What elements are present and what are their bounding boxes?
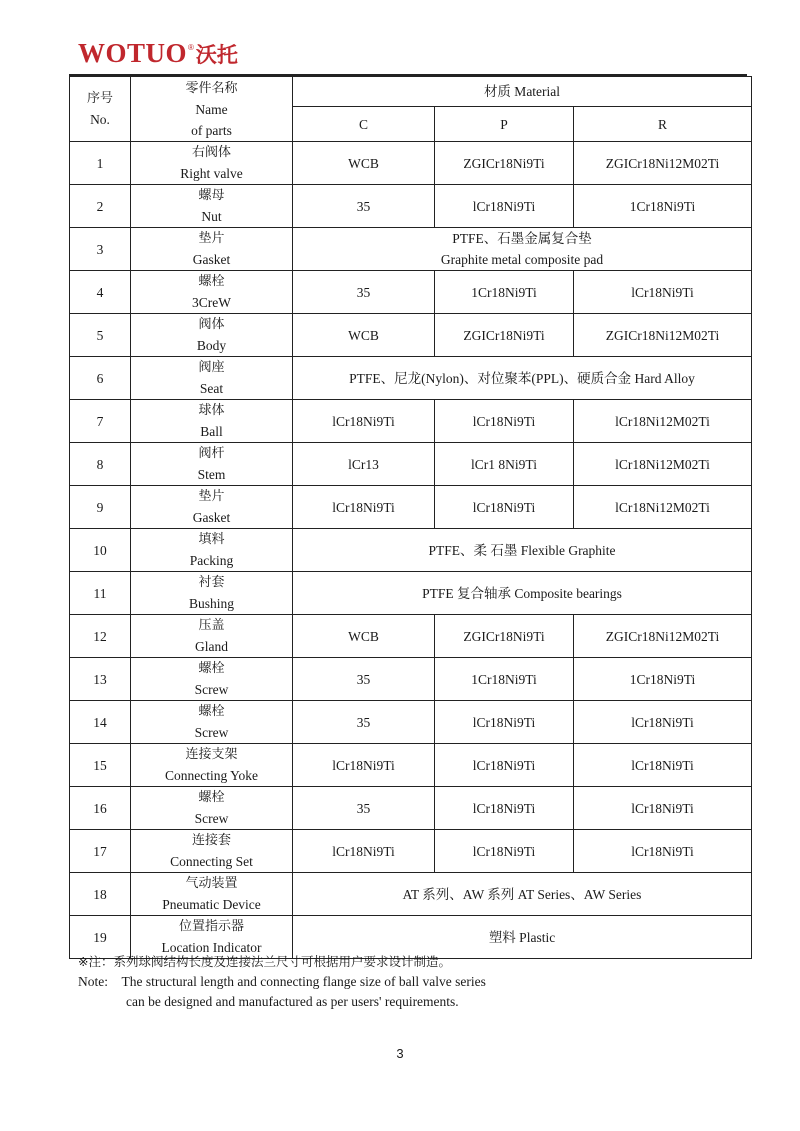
- part-name-cn: 阀杆: [198, 446, 225, 461]
- part-name: [131, 185, 293, 228]
- material-p: lCr18Ni9Ti: [435, 787, 574, 830]
- part-name-en: Nut: [201, 209, 222, 224]
- row-number: 2: [70, 185, 131, 228]
- registered-mark: ®: [188, 43, 194, 52]
- footnote-en-label: Note:: [78, 974, 108, 989]
- footnote-en-line2: can be designed and manufactured as per users' requirements.: [126, 994, 459, 1009]
- row-number: 14: [70, 701, 131, 744]
- part-name-cn: 垫片: [198, 231, 225, 246]
- part-name-cn: 阀体: [198, 317, 225, 332]
- part-name: [131, 228, 293, 271]
- part-name-en: Gasket: [192, 510, 231, 525]
- part-name-cn: 气动装置: [185, 876, 238, 891]
- brand-name-cn: 沃托: [195, 43, 238, 67]
- header-material-c: C: [293, 107, 435, 142]
- material-r: 1Cr18Ni9Ti: [574, 185, 752, 228]
- material-line-1: PTFE、尼龙(Nylon)、对位聚苯(PPL)、硬质合金 Hard Alloy: [349, 370, 695, 386]
- material-c: 35: [293, 787, 435, 830]
- row-number: 7: [70, 400, 131, 443]
- material-all: [293, 228, 752, 271]
- material-c: 35: [293, 658, 435, 701]
- material-line-2: Graphite metal composite pad: [440, 252, 604, 267]
- row-number: 11: [70, 572, 131, 615]
- table-row: [70, 400, 752, 443]
- material-r: lCr18Ni9Ti: [574, 701, 752, 744]
- part-name: [131, 744, 293, 787]
- material-c: lCr18Ni9Ti: [293, 400, 435, 443]
- material-all: [293, 357, 752, 400]
- row-number: 3: [70, 228, 131, 271]
- part-name-cn: 垫片: [198, 489, 225, 504]
- material-p: lCr1 8Ni9Ti: [435, 443, 574, 486]
- material-line-1: PTFE 复合轴承 Composite bearings: [422, 585, 622, 601]
- materials-table: [69, 76, 752, 959]
- table-row: [70, 744, 752, 787]
- table-row: [70, 830, 752, 873]
- part-name-cn: 填料: [198, 532, 225, 547]
- brand-name-en: WOTUO: [78, 38, 188, 68]
- material-c: WCB: [293, 615, 435, 658]
- table-row: [70, 787, 752, 830]
- part-name-en: Location Indicator: [161, 940, 262, 955]
- table-row: [70, 443, 752, 486]
- footnote-cn: ※注：系列球阀结构长度及连接法兰尺寸可根据用户要求设计制造。: [78, 954, 451, 969]
- row-number: 5: [70, 314, 131, 357]
- table-row: [70, 658, 752, 701]
- material-c: WCB: [293, 142, 435, 185]
- material-p: lCr18Ni9Ti: [435, 185, 574, 228]
- page-number: 3: [396, 1046, 404, 1061]
- part-name-cn: 右阀体: [191, 145, 231, 160]
- material-r: lCr18Ni9Ti: [574, 271, 752, 314]
- table-row: [70, 142, 752, 185]
- material-r: lCr18Ni9Ti: [574, 787, 752, 830]
- table-row: [70, 572, 752, 615]
- row-number: 15: [70, 744, 131, 787]
- material-line-1: 塑料 Plastic: [488, 929, 556, 945]
- table-row: [70, 615, 752, 658]
- header-part-name: 零件名称 Name of parts: [131, 77, 293, 142]
- material-c: 35: [293, 701, 435, 744]
- header-no: 序号 No.: [70, 77, 131, 142]
- part-name-en: Connecting Yoke: [164, 768, 258, 783]
- table-row: [70, 486, 752, 529]
- row-number: 4: [70, 271, 131, 314]
- material-line-1: AT 系列、AW 系列 AT Series、AW Series: [402, 886, 642, 902]
- table-row: [70, 228, 752, 271]
- material-c: 35: [293, 271, 435, 314]
- part-name: [131, 873, 293, 916]
- brand-logo: [78, 38, 238, 72]
- part-name-cn: 螺栓: [198, 661, 225, 676]
- part-name-en: Screw: [194, 811, 229, 826]
- material-p: lCr18Ni9Ti: [435, 830, 574, 873]
- material-r: ZGICr18Ni12M02Ti: [574, 615, 752, 658]
- part-name: [131, 615, 293, 658]
- part-name-en: Screw: [194, 725, 229, 740]
- part-name-cn: 螺栓: [198, 704, 225, 719]
- material-r: lCr18Ni9Ti: [574, 744, 752, 787]
- material-p: ZGICr18Ni9Ti: [435, 615, 574, 658]
- material-c: lCr18Ni9Ti: [293, 744, 435, 787]
- part-name-cn: 螺母: [198, 188, 225, 203]
- part-name-en: Seat: [199, 381, 224, 396]
- part-name: [131, 658, 293, 701]
- part-name-en: 3CreW: [192, 295, 231, 310]
- material-p: lCr18Ni9Ti: [435, 744, 574, 787]
- material-p: lCr18Ni9Ti: [435, 400, 574, 443]
- material-c: WCB: [293, 314, 435, 357]
- material-p: 1Cr18Ni9Ti: [435, 271, 574, 314]
- part-name: [131, 271, 293, 314]
- part-name-en: Stem: [197, 467, 226, 482]
- part-name-cn: 连接支架: [185, 747, 238, 762]
- row-number: 6: [70, 357, 131, 400]
- material-p: ZGICr18Ni9Ti: [435, 142, 574, 185]
- material-all: [293, 873, 752, 916]
- part-name-cn: 连接套: [191, 833, 231, 848]
- part-name-cn: 球体: [198, 403, 225, 418]
- part-name-en: Bushing: [188, 596, 234, 611]
- part-name: [131, 701, 293, 744]
- part-name-en: Right valve: [180, 166, 243, 181]
- material-c: 35: [293, 185, 435, 228]
- part-name-cn: 位置指示器: [178, 919, 244, 934]
- part-name-cn: 压盖: [198, 618, 225, 633]
- row-number: 18: [70, 873, 131, 916]
- table-row: [70, 701, 752, 744]
- material-r: ZGICr18Ni12M02Ti: [574, 314, 752, 357]
- material-r: lCr18Ni9Ti: [574, 830, 752, 873]
- part-name: [131, 787, 293, 830]
- row-number: 19: [70, 916, 131, 959]
- material-c: lCr18Ni9Ti: [293, 486, 435, 529]
- part-name: [131, 400, 293, 443]
- material-r: 1Cr18Ni9Ti: [574, 658, 752, 701]
- material-all: [293, 529, 752, 572]
- part-name-en: Gland: [195, 639, 228, 654]
- part-name-cn: 螺栓: [198, 790, 225, 805]
- footnote-en-line1: The structural length and connecting flange size of ball valve series: [121, 974, 486, 989]
- table-row: [70, 529, 752, 572]
- row-number: 13: [70, 658, 131, 701]
- part-name-en: Screw: [194, 682, 229, 697]
- header-material-r: R: [574, 107, 752, 142]
- material-r: lCr18Ni12M02Ti: [574, 400, 752, 443]
- table-row: [70, 185, 752, 228]
- material-line-1: PTFE、石墨金属复合垫: [452, 231, 592, 246]
- table-row: [70, 357, 752, 400]
- material-p: lCr18Ni9Ti: [435, 701, 574, 744]
- row-number: 12: [70, 615, 131, 658]
- part-name: [131, 142, 293, 185]
- row-number: 8: [70, 443, 131, 486]
- table-row: [70, 271, 752, 314]
- footnote: [78, 952, 486, 1012]
- material-p: lCr18Ni9Ti: [435, 486, 574, 529]
- material-r: lCr18Ni12M02Ti: [574, 486, 752, 529]
- material-p: ZGICr18Ni9Ti: [435, 314, 574, 357]
- material-all: [293, 572, 752, 615]
- material-line-1: PTFE、柔 石墨 Flexible Graphite: [428, 542, 616, 558]
- row-number: 1: [70, 142, 131, 185]
- part-name: [131, 486, 293, 529]
- material-c: lCr13: [293, 443, 435, 486]
- part-name: [131, 314, 293, 357]
- row-number: 10: [70, 529, 131, 572]
- header-material-p: P: [435, 107, 574, 142]
- part-name-en: Pneumatic Device: [162, 897, 261, 912]
- part-name-en: Connecting Set: [170, 854, 253, 869]
- part-name: [131, 443, 293, 486]
- material-c: lCr18Ni9Ti: [293, 830, 435, 873]
- header-material: 材质 Material: [293, 77, 752, 107]
- part-name-en: Ball: [200, 424, 223, 439]
- part-name: [131, 529, 293, 572]
- material-p: 1Cr18Ni9Ti: [435, 658, 574, 701]
- material-r: lCr18Ni12M02Ti: [574, 443, 752, 486]
- part-name: [131, 357, 293, 400]
- row-number: 9: [70, 486, 131, 529]
- part-name-en: Packing: [189, 553, 234, 568]
- part-name: [131, 830, 293, 873]
- table-row: [70, 873, 752, 916]
- part-name-cn: 衬套: [198, 575, 225, 590]
- row-number: 17: [70, 830, 131, 873]
- part-name-en: Gasket: [192, 252, 231, 267]
- part-name-cn: 螺栓: [198, 274, 225, 289]
- part-name-cn: 阀座: [198, 360, 225, 375]
- material-r: ZGICr18Ni12M02Ti: [574, 142, 752, 185]
- table-row: [70, 314, 752, 357]
- part-name: [131, 572, 293, 615]
- row-number: 16: [70, 787, 131, 830]
- part-name-en: Body: [196, 338, 227, 353]
